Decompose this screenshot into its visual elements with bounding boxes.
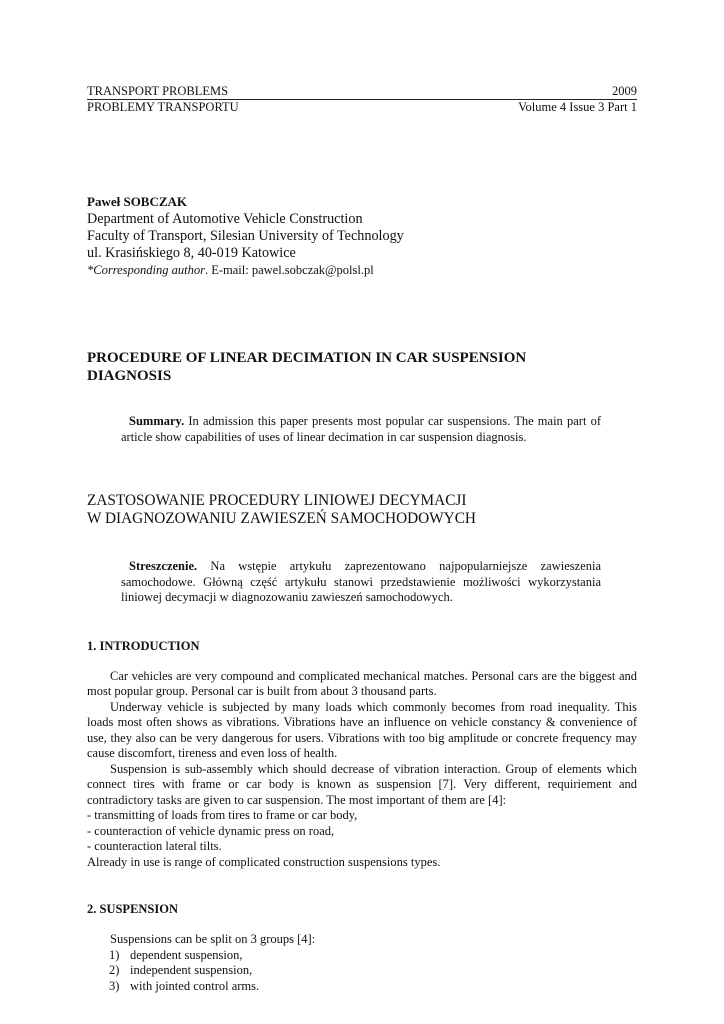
streszczenie-text: Na wstępie artykułu zaprezentowano najpopularniejsze zawieszenia samochodowe. Główną część artykułu stanowi przedstawienie możliwości wykorzystania liniowej decymacji w diagnozowaniu zawieszeń samochodowych. — [121, 559, 601, 604]
intro-paragraph-4: Already in use is range of complicated construction suspensions types. — [87, 854, 441, 869]
list-item-text: dependent suspension, — [130, 947, 243, 962]
paper-title-polish-line-1: ZASTOSOWANIE PROCEDURY LINIOWEJ DECYMACJI — [87, 492, 467, 509]
paper-title-polish — [87, 492, 637, 527]
paper-title-polish-line-2: W DIAGNOZOWANIU ZAWIESZEŃ SAMOCHODOWYCH — [87, 509, 476, 527]
summary-label: Summary. — [129, 414, 185, 428]
journal-year: 2009 — [612, 84, 637, 98]
journal-name-en: TRANSPORT PROBLEMS — [87, 84, 229, 98]
list-item-text: independent suspension, — [130, 963, 253, 977]
list-item-number: 2) — [109, 963, 120, 977]
corresponding-author-label: *Corresponding author — [87, 263, 205, 277]
list-item — [109, 963, 637, 979]
intro-bullet-1: - transmitting of loads from tires to frame or car body, — [87, 808, 358, 822]
list-item-number: 3) — [109, 978, 120, 993]
list-item-text: with jointed control arms. — [130, 978, 260, 993]
list-item — [109, 979, 637, 995]
corresponding-author — [87, 262, 637, 279]
section-heading-introduction: 1. INTRODUCTION — [87, 638, 200, 653]
paper-page — [87, 84, 637, 994]
streszczenie-label: Streszczenie. — [129, 559, 198, 573]
section-heading-suspension: 2. SUSPENSION — [87, 902, 178, 916]
streszczenie-abstract — [121, 559, 601, 606]
author-department: Department of Automotive Vehicle Construction — [87, 211, 363, 227]
journal-volume: Volume 4 Issue 3 Part 1 — [518, 100, 637, 114]
list-item — [109, 948, 637, 964]
running-header — [87, 84, 637, 115]
intro-paragraph-1: Car vehicles are very compound and complicated mechanical matches. Personal cars are the biggest and most popular group. Personal car is built from about 3 thousand parts. — [87, 668, 637, 698]
summary-abstract — [121, 414, 601, 445]
intro-paragraph-3: Suspension is sub-assembly which should decrease of vibration interaction. Group of elements which connect tires with frame or car body is known as suspension [7]. Very different, requiriement and contradictory tasks are given to car suspension. The most important of them are [4]: — [87, 761, 637, 807]
author-address: ul. Krasińskiego 8, 40-019 Katowice — [87, 245, 296, 261]
intro-paragraph-2: Underway vehicle is subjected by many loads which commonly becomes from road inequality. This loads most often shows as vibrations. Vibrations have an influence on vehicle constancy & convenience of use, they also can be very dangerous for users. Vibrations with too big amplitude or concrete frequency may cause discomfort, tireness and even loss of health. — [87, 699, 637, 760]
suspension-intro: Suspensions can be split on 3 groups [4]: — [110, 932, 316, 946]
author-faculty: Faculty of Transport, Silesian University of Technology — [87, 228, 404, 244]
header-row-1 — [87, 84, 637, 100]
journal-name-pl: PROBLEMY TRANSPORTU — [87, 100, 239, 114]
corresponding-author-email: . E-mail: pawel.sobczak@polsl.pl — [204, 263, 374, 277]
suspension-groups-list — [109, 948, 637, 995]
intro-bullet-2: - counteraction of vehicle dynamic press on road, — [87, 823, 335, 838]
header-row-2 — [87, 100, 637, 115]
paper-title — [87, 349, 637, 385]
introduction-body — [87, 669, 637, 871]
intro-bullet-3: - counteraction lateral tilts. — [87, 839, 222, 853]
paper-title-line-1: PROCEDURE OF LINEAR DECIMATION IN CAR SUSPENSION — [87, 350, 527, 366]
paper-title-line-2: DIAGNOSIS — [87, 368, 172, 384]
list-item-number: 1) — [109, 947, 120, 962]
author-name: Paweł SOBCZAK — [87, 194, 188, 209]
summary-text: In admission this paper presents most popular car suspensions. The main part of article show capabilities of uses of linear decimation in car suspension diagnosis. — [121, 414, 601, 444]
author-block — [87, 193, 637, 279]
